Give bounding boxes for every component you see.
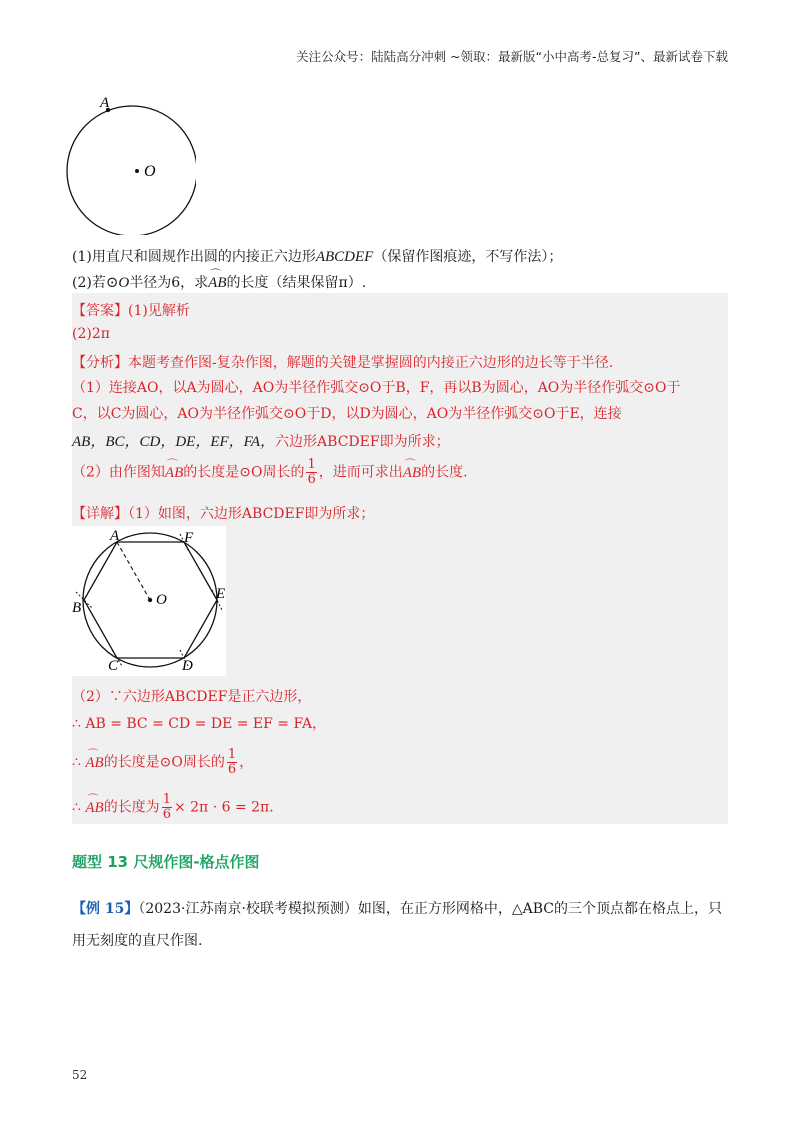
label-f: F (184, 530, 194, 546)
answer-line-2: (2)2π (72, 326, 110, 342)
circle-o (67, 106, 196, 235)
label-d: D (182, 658, 193, 674)
analysis-line: 【分析】本题考查作图-复杂作图，解题的关键是掌握圆的内接正六边形的边长等于半径. (72, 355, 614, 371)
detail3-line: ∴ ⌒ AB的长度是⊙O周长的 $\frac{1}{6}$ ， (72, 748, 253, 777)
step1-line-b: C，以C为圆心，AO为半径作弧交⊙O于D，以D为圆心，AO为半径作弧交⊙O于E，连接 (72, 406, 622, 422)
page-header: 关注公众号：陆陆高分冲刺 ~领取：最新版“小中高考-总复习”、最新试卷下载 (296, 49, 728, 64)
label-a2: A (110, 528, 120, 544)
label-o2: O (156, 592, 167, 608)
section-title: 题型 13 尺规作图-格点作图 (72, 853, 260, 871)
center-o (148, 598, 152, 602)
label-c: C (108, 658, 119, 674)
question-1: (1)用直尺和圆规作出圆的内接正六边形ABCDEF（保留作图痕迹，不写作法）； (72, 249, 563, 265)
point-o (135, 169, 139, 173)
step2-line: （2）由作图知⌒ AB的长度是⊙O周长的 $\frac{1}{6}$ ，进而可求出⌒ AB的长度. (72, 458, 468, 487)
example-line-1: 【例 15】（2023·江苏南京·校联考模拟预测）如图，在正方形网格中，△ABC的三个顶点都在格点上，只 (72, 901, 723, 917)
label-b: B (72, 600, 82, 616)
hexagon-figure (72, 526, 226, 676)
step1-line-a: （1）连接AO，以A为圆心，AO为半径作弧交⊙O于B，F，再以B为圆心，AO为半径作弧交⊙O于 (72, 380, 681, 396)
page-number: 52 (72, 1068, 88, 1082)
answer-line-1: 【答案】(1)见解析 (72, 303, 190, 319)
circle-figure (66, 95, 196, 235)
detail4-line: ∴ ⌒ AB的长度为 $\frac{1}{6}$ × 2π · 6 = 2π. (72, 793, 274, 822)
step1-line-c: AB，BC，CD，DE，EF，FA，六边形ABCDEF即为所求； (72, 434, 450, 450)
example-line-2: 用无刻度的直尺作图. (72, 933, 203, 949)
label-o: O (144, 163, 156, 180)
label-e: E (216, 586, 226, 602)
detail-line: 【详解】（1）如图，六边形ABCDEF即为所求； (72, 506, 375, 522)
question-2: (2)若⊙O半径为6，求⌒ AB的长度（结果保留π）. (72, 272, 366, 292)
detail2-equation: ∴ AB = BC = CD = DE = EF = FA， (72, 716, 327, 732)
detail2-line: （2）∵六边形ABCDEF是正六边形， (72, 689, 312, 705)
label-a: A (100, 95, 110, 111)
